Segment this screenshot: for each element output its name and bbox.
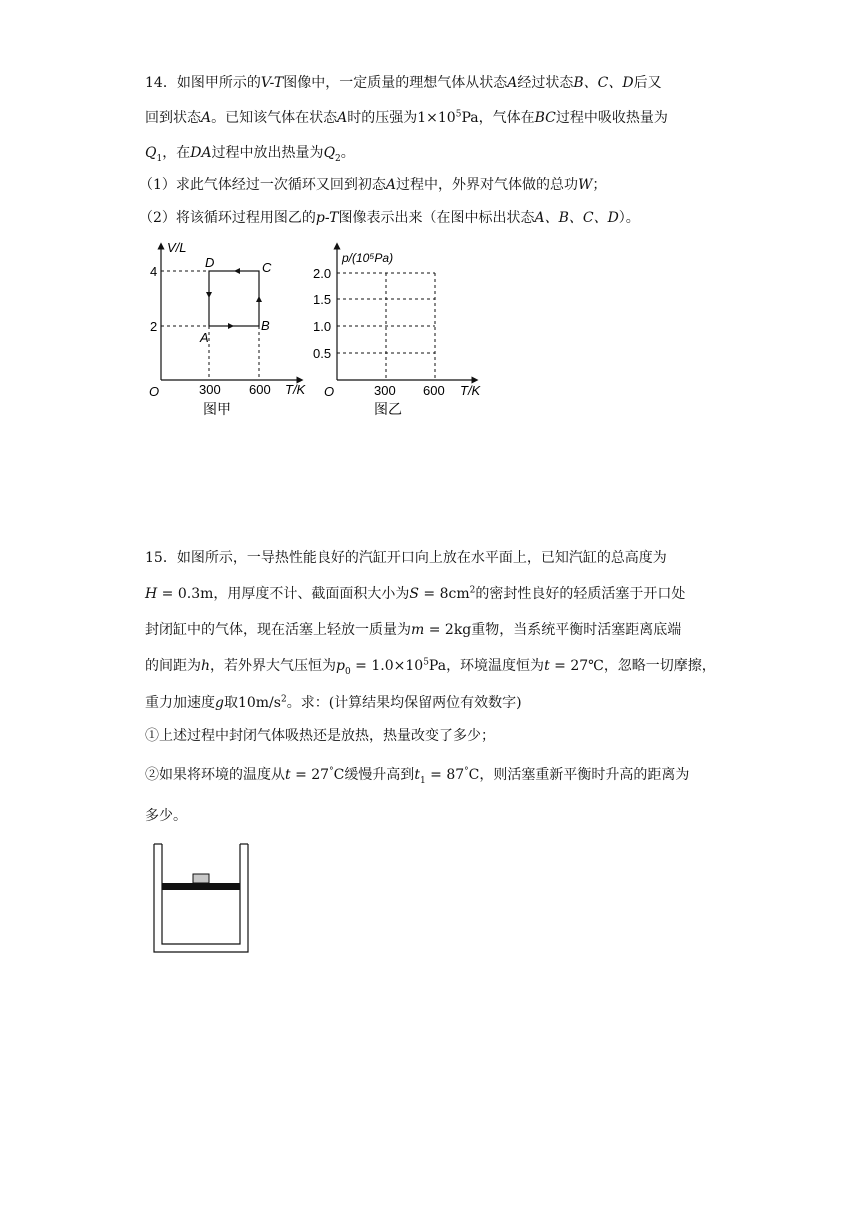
yi-grid: [337, 273, 435, 380]
yi-ytick-0.5: 0.5: [313, 346, 332, 361]
yi-xlabel: T/K: [460, 383, 481, 398]
q15-line-2: H = 0.3m，用厚度不计、截面面积大小为$S = 8cm^2$的密封性良好的轻质活塞于开口处: [145, 585, 686, 602]
jia-arrow-ab: [228, 323, 234, 329]
q15-part-2: ②如果将环境的温度从t = 27°C缓慢升高到$t_1 = 87^\circ C$，则活塞重新平衡时升高的距离为: [145, 766, 690, 786]
q15-part-2-cont: 多少。: [145, 808, 187, 824]
figure-jia-vt-diagram: [145, 238, 310, 423]
jia-cycle: [209, 271, 259, 326]
jia-ylabel: V/L: [167, 240, 187, 255]
piston: [162, 883, 240, 890]
q15-line-5: 重力加速度g取$10m/s^2$。求：(计算结果均保留两位有效数字): [145, 694, 522, 711]
jia-point-b: B: [261, 318, 270, 333]
jia-arrow-bc: [256, 296, 262, 302]
q15-part-1: ①上述过程中封闭气体吸热还是放热，热量改变了多少；: [145, 728, 495, 744]
q15-line-1: 15．如图所示，一导热性能良好的汽缸开口向上放在水平面上，已知汽缸的总高度为: [145, 550, 667, 566]
yi-xtick-300: 300: [374, 383, 396, 398]
yi-ytick-2.0: 2.0: [313, 266, 332, 281]
q14-part-2: （2）将该循环过程用图乙的p-T图像表示出来（在图中标出状态A、B、C、D）。: [139, 210, 640, 226]
jia-point-c: C: [262, 260, 272, 275]
yi-ytick-1.5: 1.5: [313, 292, 332, 307]
jia-caption: 图甲: [203, 401, 231, 417]
yi-origin: O: [324, 384, 335, 399]
q14-line-2: 回到状态A。已知该气体在状态A时的压强为$1\times 10^5Pa$，气体在BC过程中吸收热量为: [145, 109, 668, 126]
jia-point-a: A: [200, 330, 209, 345]
q14-line-1: 14．如图甲所示的V-T图像中，一定质量的理想气体从状态A经过状态B、C、D后又: [145, 75, 662, 91]
weight-block: [193, 874, 209, 883]
q15-line-4: 的间距为h，若外界大气压恒为$p_0 = 1.0\times 10^5Pa$，环境温度恒为t = 27℃，忽略一切摩擦，: [145, 657, 716, 677]
jia-origin: O: [149, 384, 160, 399]
jia-arrow-da: [206, 292, 212, 298]
jia-point-d: D: [205, 255, 215, 270]
figure-cylinder: [150, 840, 255, 955]
cylinder-outer-wall: [154, 844, 248, 952]
jia-arrow-cd: [234, 268, 240, 274]
figure-yi-pt-diagram: [310, 238, 485, 423]
q14-line-3: $Q_1$，在DA过程中放出热量为$Q_2$。: [145, 145, 355, 164]
jia-xlabel: T/K: [285, 382, 306, 397]
q15-line-3: 封闭缸中的气体，现在活塞上轻放一质量为m = 2kg重物，当系统平衡时活塞距离底端: [145, 622, 682, 638]
yi-xtick-600: 600: [423, 383, 445, 398]
yi-ytick-1.0: 1.0: [313, 319, 332, 334]
jia-xtick-300: 300: [199, 382, 221, 397]
yi-ylabel: p/(10⁵Pa): [342, 251, 394, 265]
jia-ytick-4: 4: [150, 264, 158, 279]
jia-xtick-600: 600: [249, 382, 271, 397]
cylinder-inner-wall: [162, 844, 240, 944]
yi-caption: 图乙: [374, 401, 402, 417]
q14-part-1: （1）求此气体经过一次循环又回到初态A过程中，外界对气体做的总功W；: [139, 177, 607, 193]
jia-ytick-2: 2: [150, 319, 158, 334]
